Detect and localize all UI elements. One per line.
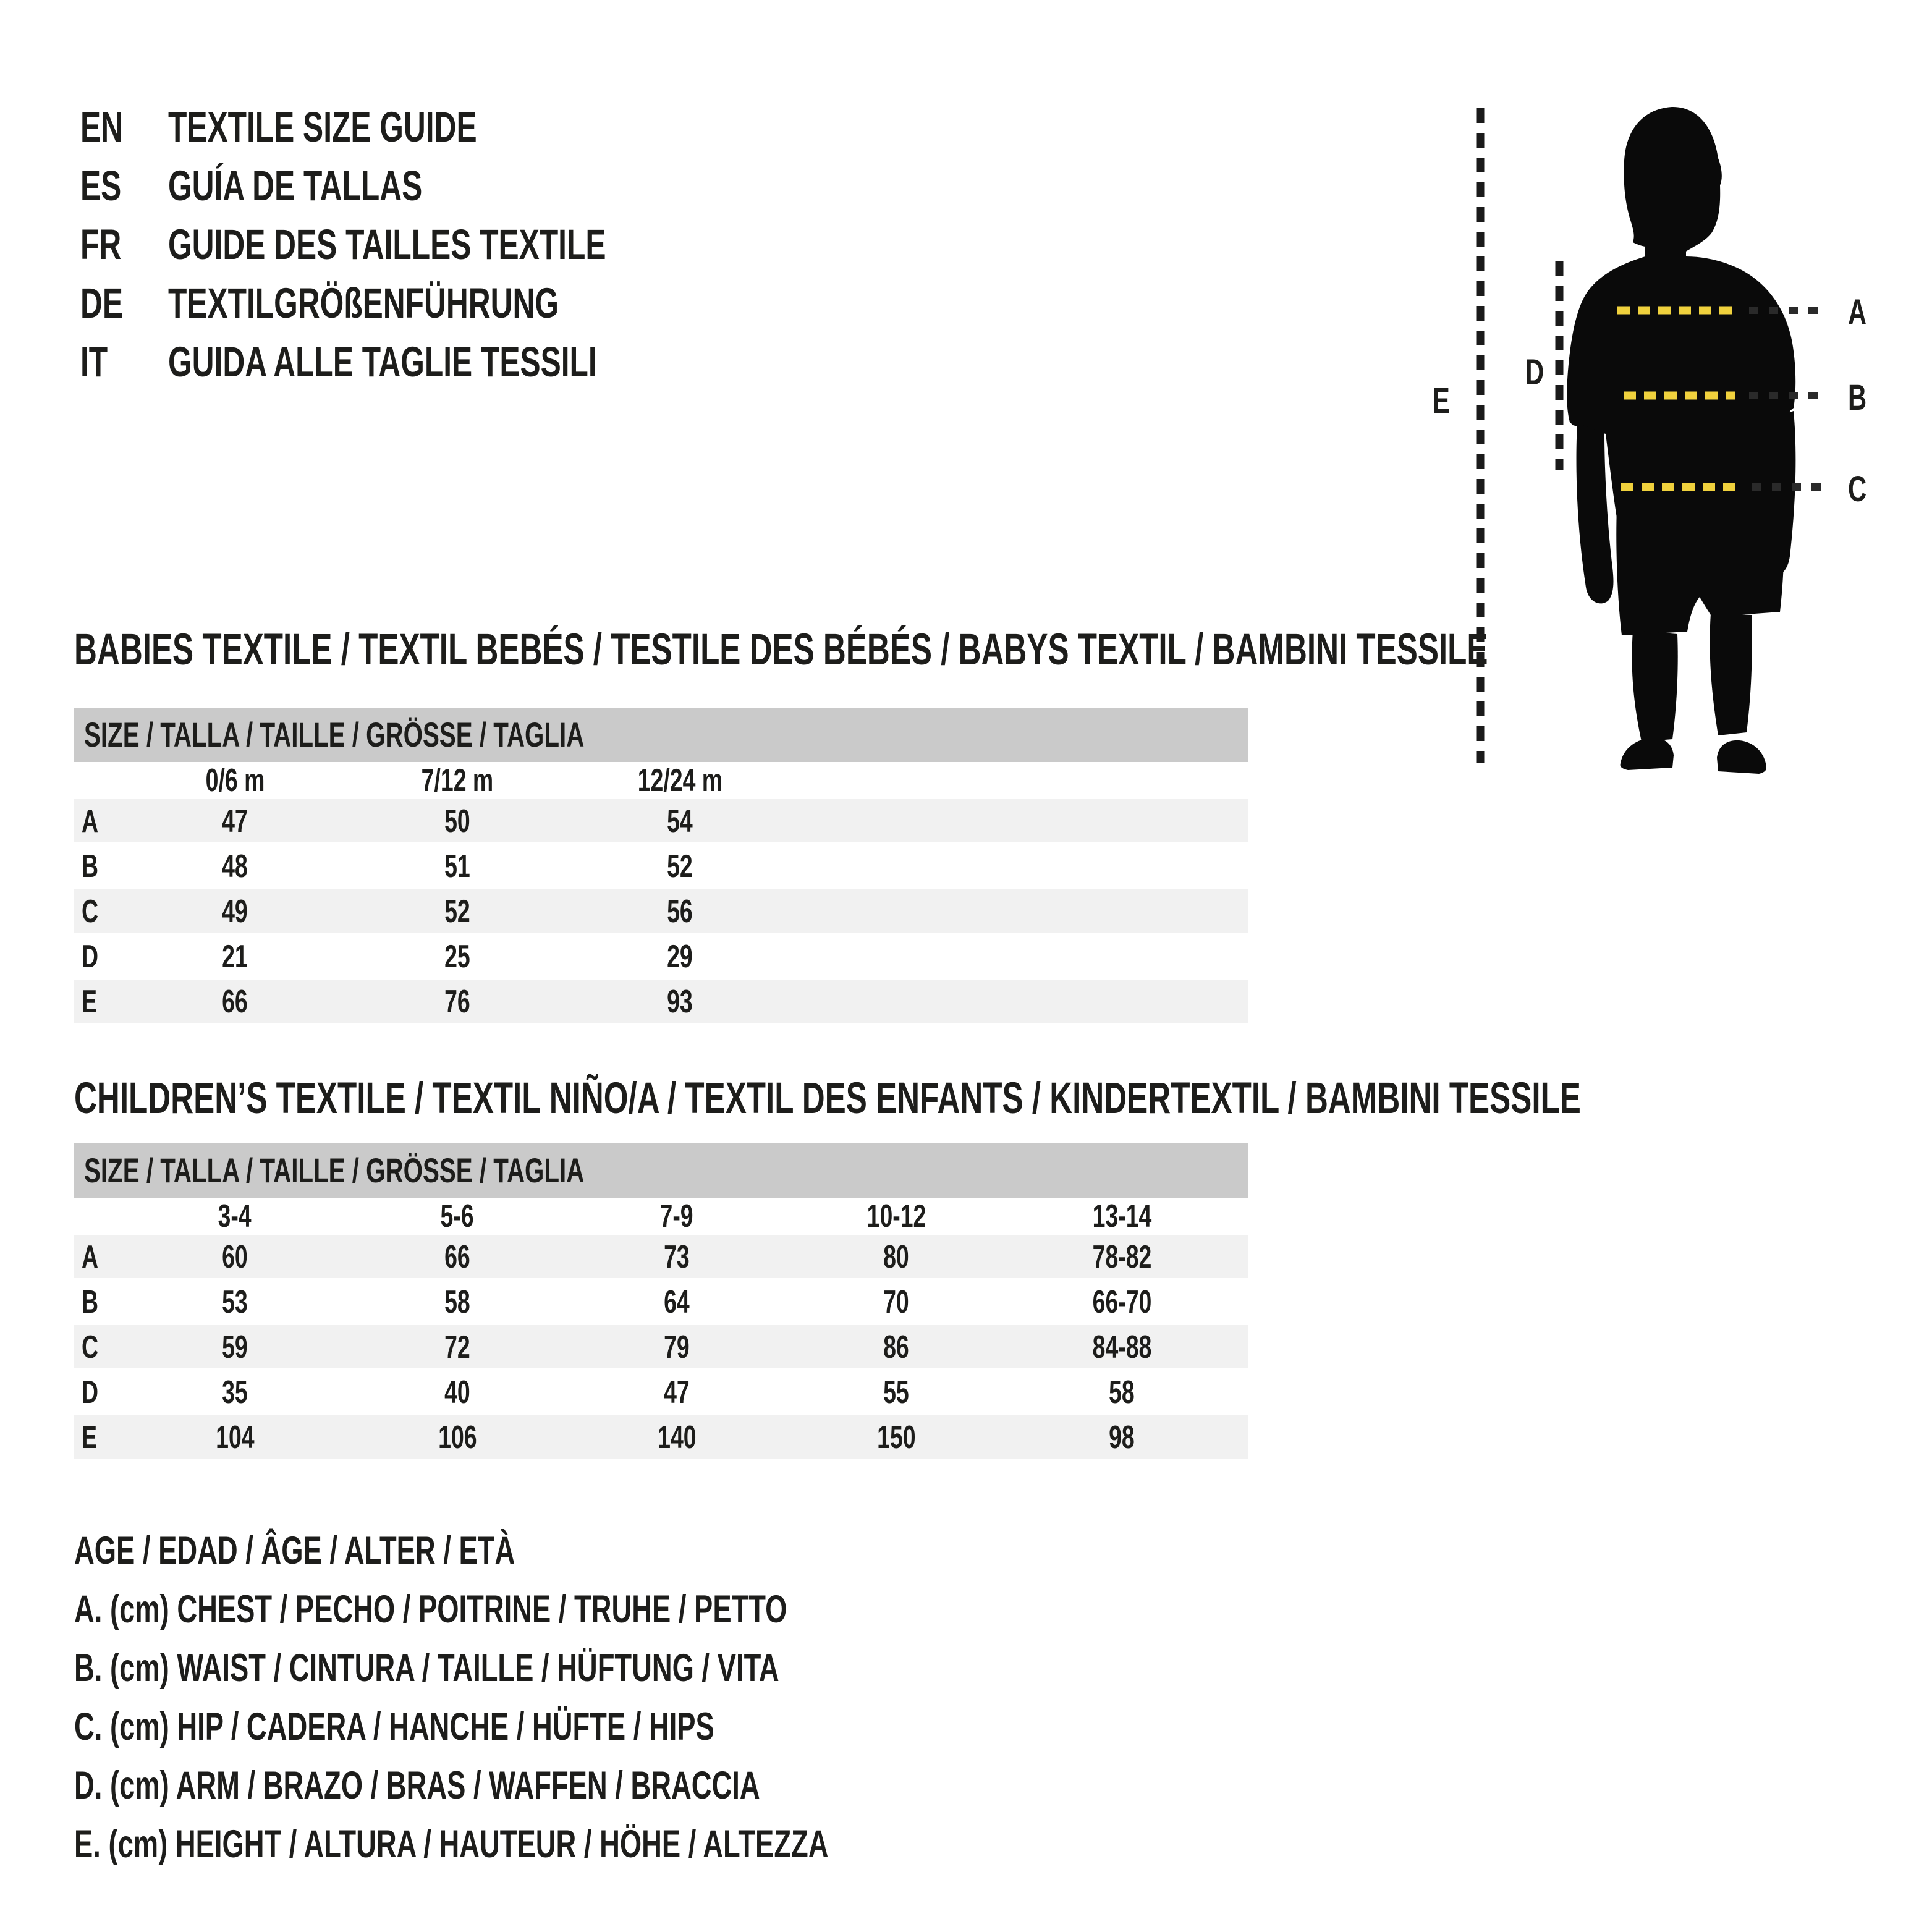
table-cell: 84-88 [1092, 1329, 1151, 1365]
children-size-header-bar: SIZE / TALLA / TAILLE / GRÖSSE / TAGLIA [74, 1143, 1248, 1198]
row-label: A [82, 803, 99, 839]
table-cell: 76 [444, 984, 470, 1020]
table-cell: 150 [876, 1420, 916, 1455]
table-cell: 35 [222, 1375, 248, 1410]
row-label: A [82, 1239, 99, 1275]
figure-label-e: E [1433, 380, 1450, 421]
table-cell: 140 [657, 1420, 697, 1455]
children-section-title: CHILDREN’S TEXTILE / TEXTIL NIÑO/A / TEXTIL DES ENFANTS / KINDERTEXTIL / BAMBINI TESSILE [74, 1074, 1581, 1123]
table-cell: 66-70 [1092, 1284, 1151, 1320]
table-cell: 51 [444, 849, 470, 884]
table-cell: 54 [667, 803, 693, 839]
children-row-d [74, 1370, 1248, 1415]
row-label: B [82, 849, 99, 884]
table-cell: 53 [222, 1284, 248, 1320]
children-col-header-1: 5-6 [440, 1198, 475, 1234]
babies-col-header-0: 0/6 m [205, 763, 265, 799]
children-col-header-0: 3-4 [218, 1198, 252, 1234]
table-cell: 58 [1109, 1375, 1135, 1410]
babies-row-a [74, 799, 1248, 844]
babies-column-headers [74, 762, 1248, 799]
babies-section-title: BABIES TEXTILE / TEXTIL BEBÉS / TESTILE DES BÉBÉS / BABYS TEXTIL / BAMBINI TESSILE [74, 625, 1488, 674]
table-cell: 48 [222, 849, 248, 884]
babies-col-header-2: 12/24 m [637, 763, 722, 799]
table-cell: 104 [215, 1420, 255, 1455]
table-cell: 25 [444, 939, 470, 975]
row-label: B [82, 1284, 99, 1320]
table-cell: 73 [664, 1239, 690, 1275]
table-cell: 80 [883, 1239, 909, 1275]
children-col-header-3: 10-12 [866, 1198, 926, 1234]
child-silhouette-icon [1567, 107, 1795, 774]
figure-label-c: C [1848, 468, 1867, 509]
row-label: C [82, 1329, 99, 1365]
babies-row-e [74, 980, 1248, 1025]
babies-row-c [74, 889, 1248, 934]
children-row-a [74, 1235, 1248, 1280]
children-row-e [74, 1415, 1248, 1460]
lang-title-it: GUIDA ALLE TAGLIE TESSILI [168, 338, 597, 386]
lang-code-it: IT [80, 338, 108, 386]
figure-label-d: D [1525, 352, 1544, 392]
children-row-c [74, 1325, 1248, 1370]
lang-title-es: GUÍA DE TALLAS [168, 162, 423, 210]
table-cell: 56 [667, 894, 693, 930]
table-cell: 55 [883, 1375, 909, 1410]
lang-code-es: ES [80, 162, 122, 210]
babies-size-header-bar: SIZE / TALLA / TAILLE / GRÖSSE / TAGLIA [74, 708, 1248, 762]
measurement-legend [74, 1522, 1122, 1874]
figure-label-b: B [1848, 377, 1867, 418]
row-label: D [82, 939, 99, 975]
babies-col-header-1: 7/12 m [421, 763, 494, 799]
table-cell: 29 [667, 939, 693, 975]
table-cell: 58 [444, 1284, 470, 1320]
row-label: D [82, 1375, 99, 1410]
table-cell: 59 [222, 1329, 248, 1365]
legend-age-line: AGE / EDAD / ÂGE / ALTER / ETÀ [74, 1529, 515, 1572]
lang-code-de: DE [80, 279, 124, 327]
lang-title-fr: GUIDE DES TAILLES TEXTILE [168, 221, 606, 268]
row-label: C [82, 894, 99, 930]
table-cell: 79 [664, 1329, 690, 1365]
row-label: E [82, 984, 97, 1020]
table-cell: 47 [664, 1375, 690, 1410]
legend-waist-line: B. (cm) WAIST / CINTURA / TAILLE / HÜFTUNG / VITA [74, 1646, 779, 1690]
table-cell: 21 [222, 939, 248, 975]
table-cell: 66 [222, 984, 248, 1020]
table-cell: 98 [1109, 1420, 1135, 1455]
table-cell: 49 [222, 894, 248, 930]
babies-row-d [74, 934, 1248, 980]
measurement-figure [1415, 99, 1932, 791]
children-column-headers [74, 1198, 1248, 1235]
table-cell: 66 [444, 1239, 470, 1275]
table-cell: 86 [883, 1329, 909, 1365]
table-cell: 60 [222, 1239, 248, 1275]
legend-height-line: E. (cm) HEIGHT / ALTURA / HAUTEUR / HÖHE / ALTEZZA [74, 1823, 829, 1866]
babies-row-b [74, 844, 1248, 889]
lang-code-en: EN [80, 103, 124, 151]
children-col-header-2: 7-9 [659, 1198, 694, 1234]
table-cell: 70 [883, 1284, 909, 1320]
legend-arm-line: D. (cm) ARM / BRAZO / BRAS / WAFFEN / BRACCIA [74, 1764, 760, 1807]
table-cell: 106 [438, 1420, 477, 1455]
babies-size-table [74, 708, 1248, 1025]
figure-label-a: A [1848, 292, 1867, 333]
table-cell: 72 [444, 1329, 470, 1365]
lang-title-en: TEXTILE SIZE GUIDE [168, 103, 477, 151]
table-cell: 64 [664, 1284, 690, 1320]
legend-hip-line: C. (cm) HIP / CADERA / HANCHE / HÜFTE / HIPS [74, 1705, 714, 1748]
lang-code-fr: FR [80, 221, 122, 268]
lang-title-de: TEXTILGRÖßENFÜHRUNG [168, 279, 559, 327]
table-cell: 93 [667, 984, 693, 1020]
children-row-b [74, 1280, 1248, 1325]
table-cell: 52 [667, 849, 693, 884]
table-cell: 47 [222, 803, 248, 839]
children-col-header-4: 13-14 [1092, 1198, 1151, 1234]
legend-chest-line: A. (cm) CHEST / PECHO / POITRINE / TRUHE / PETTO [74, 1588, 787, 1631]
table-cell: 40 [444, 1375, 470, 1410]
children-size-table [74, 1143, 1248, 1460]
table-cell: 50 [444, 803, 470, 839]
row-label: E [82, 1420, 97, 1455]
table-cell: 78-82 [1092, 1239, 1151, 1275]
table-cell: 52 [444, 894, 470, 930]
